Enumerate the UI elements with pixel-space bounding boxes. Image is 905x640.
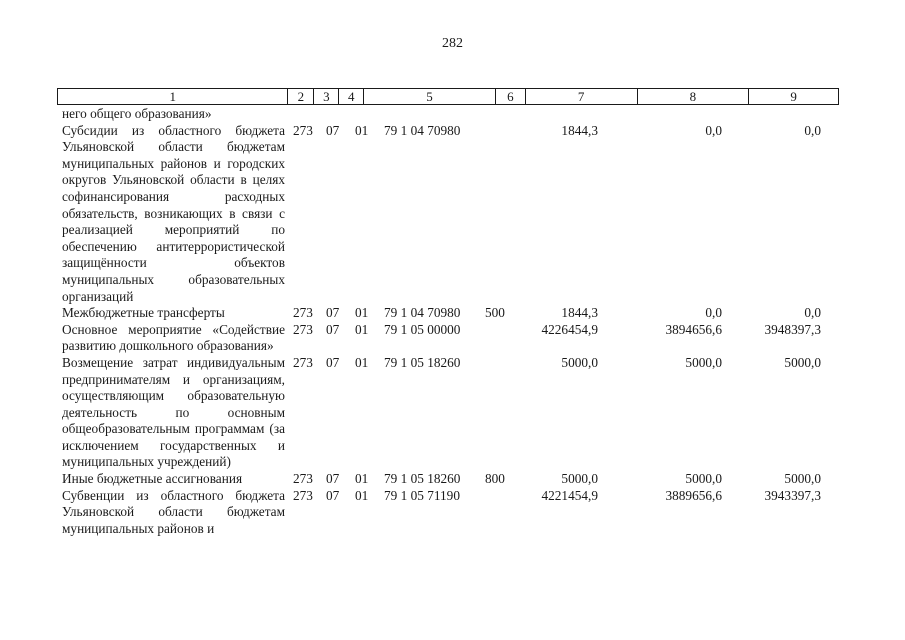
column-header-4: 4 xyxy=(339,89,364,104)
column-header-5: 5 xyxy=(364,89,496,104)
subsection-code: 01 xyxy=(355,487,369,503)
column-header-8: 8 xyxy=(638,89,750,104)
column-header-2: 2 xyxy=(288,89,314,104)
amount-col8: 0,0 xyxy=(705,305,722,321)
amount-col7: 1844,3 xyxy=(561,122,598,138)
expense-type-code: 500 xyxy=(485,305,505,321)
amount-col8: 5000,0 xyxy=(685,471,722,487)
amount-col8: 0,0 xyxy=(705,122,722,138)
expense-type-code: 800 xyxy=(485,471,505,487)
amount-col9: 3948397,3 xyxy=(764,321,821,337)
column-header-1: 1 xyxy=(58,89,288,104)
row-description: Субвенции из областного бюджета Ульяновской области бюджетам муниципальных районов и xyxy=(62,487,285,536)
target-article-code: 79 1 04 70980 xyxy=(384,305,461,321)
amount-col9: 0,0 xyxy=(804,305,821,321)
section-code: 07 xyxy=(326,321,340,337)
ministry-code: 273 xyxy=(293,321,313,337)
amount-col8: 3894656,6 xyxy=(665,321,722,337)
column-header-9: 9 xyxy=(790,89,797,104)
column-header-row xyxy=(57,88,839,105)
amount-col7: 1844,3 xyxy=(561,305,598,321)
amount-col8: 5000,0 xyxy=(685,354,722,370)
row-description: Субсидии из областного бюджета Ульяновской области бюджетам муниципальных районов и городских округов Ульяновской области в целях софинансирования расходных обязательств, возникающих в связи с реализацией мероприятий по обеспечению антитеррористической защищённости объектов муниципальных образовательных организаций xyxy=(62,122,285,304)
amount-col7: 4221454,9 xyxy=(541,487,598,503)
table-row xyxy=(62,106,842,123)
row-description: него общего образования» xyxy=(62,106,212,121)
column-header-3: 3 xyxy=(314,89,339,104)
subsection-code: 01 xyxy=(355,321,369,337)
ministry-code: 273 xyxy=(293,471,313,487)
target-article-code: 79 1 05 18260 xyxy=(384,354,461,370)
table-row xyxy=(62,305,842,322)
subsection-code: 01 xyxy=(355,471,369,487)
amount-col7: 4226454,9 xyxy=(541,321,598,337)
amount-col8: 3889656,6 xyxy=(665,487,722,503)
section-code: 07 xyxy=(326,354,340,370)
target-article-code: 79 1 05 71190 xyxy=(384,487,460,503)
ministry-code: 273 xyxy=(293,354,313,370)
section-code: 07 xyxy=(326,305,340,321)
amount-col9: 5000,0 xyxy=(784,471,821,487)
row-description: Иные бюджетные ассигнования xyxy=(62,471,243,487)
subsection-code: 01 xyxy=(355,354,369,370)
amount-col7: 5000,0 xyxy=(561,471,598,487)
subsection-code: 01 xyxy=(355,305,369,321)
section-code: 07 xyxy=(326,487,340,503)
target-article-code: 79 1 05 00000 xyxy=(384,321,461,337)
page-number: 282 xyxy=(442,36,463,51)
table-row xyxy=(62,123,842,306)
column-header-6: 6 xyxy=(496,89,526,104)
row-description: Основное мероприятие «Содействие развитию дошкольного образования» xyxy=(62,321,285,354)
section-code: 07 xyxy=(326,471,340,487)
ministry-code: 273 xyxy=(293,305,313,321)
amount-col9: 3943397,3 xyxy=(764,487,821,503)
target-article-code: 79 1 05 18260 xyxy=(384,471,461,487)
target-article-code: 79 1 04 70980 xyxy=(384,122,461,138)
table-row xyxy=(62,322,842,355)
amount-col9: 0,0 xyxy=(804,122,821,138)
amount-col7: 5000,0 xyxy=(561,354,598,370)
section-code: 07 xyxy=(326,122,340,138)
table-row xyxy=(62,488,842,538)
amount-col9: 5000,0 xyxy=(784,354,821,370)
ministry-code: 273 xyxy=(293,487,313,503)
row-description: Межбюджетные трансферты xyxy=(62,305,225,321)
table-row xyxy=(62,471,842,488)
ministry-code: 273 xyxy=(293,122,313,138)
table-row xyxy=(62,355,842,471)
row-description: Возмещение затрат индивидуальным предпринимателям и организациям, осуществляющим образовательную деятельность по основным общеобразовательным программам (за исключением государственных и муниципальных учреждений) xyxy=(62,354,285,470)
column-header-7: 7 xyxy=(526,89,638,104)
budget-table-body xyxy=(62,106,842,537)
subsection-code: 01 xyxy=(355,122,369,138)
